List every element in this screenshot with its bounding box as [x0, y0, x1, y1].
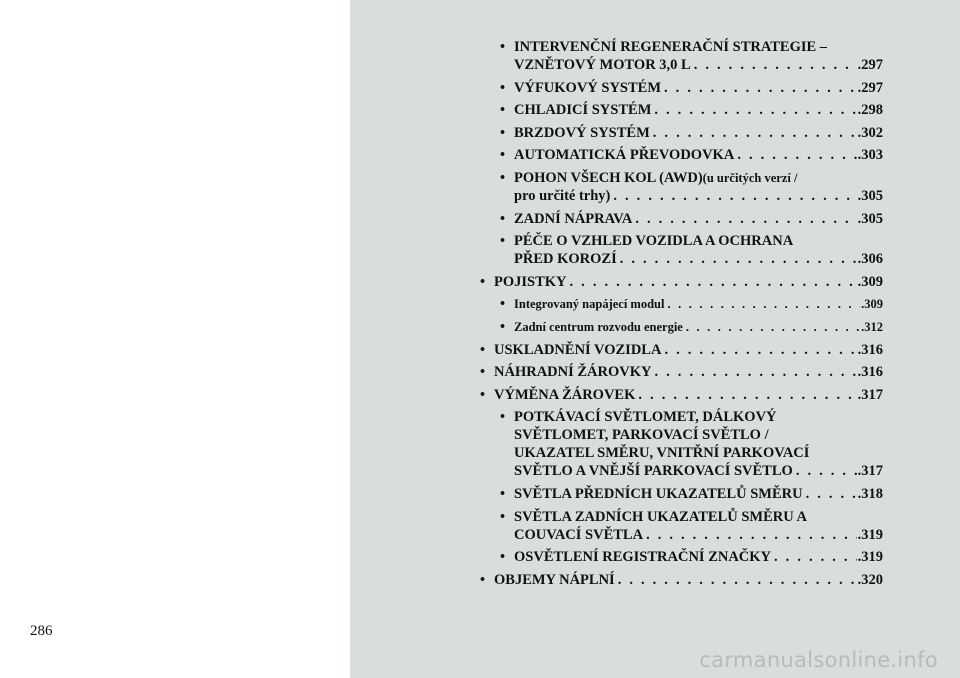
leader-dots	[632, 210, 856, 228]
toc-entry[interactable]	[480, 386, 883, 404]
page-number: 286	[30, 623, 53, 639]
bullet-icon: •	[500, 124, 506, 141]
toc-entry-title: AUTOMATICKÁ PŘEVODOVKA	[514, 147, 735, 164]
toc-page-number: .319	[857, 549, 883, 566]
toc-page-number: .305	[857, 187, 883, 204]
table-of-contents	[480, 38, 883, 593]
bullet-icon: •	[480, 386, 486, 403]
toc-entry[interactable]	[480, 210, 883, 228]
toc-entry-title: BRZDOVÝ SYSTÉM	[514, 124, 650, 141]
toc-page-number: .312	[861, 319, 883, 334]
leader-dots	[691, 56, 857, 74]
toc-entry-title: OBJEMY NÁPLNÍ	[494, 571, 615, 588]
toc-entry-title: POJISTKY	[494, 273, 567, 290]
leader-dots	[664, 295, 860, 313]
toc-entry-title: NÁHRADNÍ ŽÁROVKY	[494, 364, 652, 381]
leader-dots	[635, 386, 856, 404]
toc-entry[interactable]	[480, 508, 883, 544]
toc-entry-title: VÝFUKOVÝ SYSTÉM	[514, 79, 662, 96]
toc-entry-title: COUVACÍ SVĚTLA	[514, 526, 644, 543]
toc-entry-title: ZADNÍ NÁPRAVA	[514, 210, 633, 227]
bullet-icon: •	[500, 39, 506, 55]
toc-page-number: .309	[857, 273, 883, 290]
leader-dots	[651, 101, 856, 119]
toc-page-number: .303	[857, 147, 883, 164]
toc-entry-title: POHON VŠECH KOL (AWD)	[514, 169, 703, 186]
toc-page-number: .309	[861, 297, 883, 312]
toc-page-number: .320	[857, 571, 883, 588]
toc-page-number: .316	[857, 341, 883, 358]
toc-page-number: .319	[857, 526, 883, 543]
toc-entry-title: USKLADNĚNÍ VOZIDLA	[494, 341, 662, 358]
toc-entry-title: CHLADICÍ SYSTÉM	[514, 102, 652, 119]
toc-entry-title: Integrovaný napájecí modul	[514, 297, 665, 312]
toc-entry[interactable]	[480, 571, 883, 589]
toc-entry[interactable]	[480, 79, 883, 97]
leader-dots	[643, 526, 857, 544]
bullet-icon: •	[500, 485, 506, 502]
toc-entry[interactable]	[480, 363, 883, 381]
leader-dots	[650, 124, 857, 142]
toc-entry-title: POTKÁVACÍ SVĚTLOMET, DÁLKOVÝ	[514, 409, 777, 426]
toc-entry-title: SVĚTLO A VNĚJŠÍ PARKOVACÍ SVĚTLO	[514, 463, 793, 480]
toc-entry[interactable]	[480, 485, 883, 503]
toc-entry[interactable]	[480, 232, 883, 268]
bullet-icon: •	[500, 549, 506, 566]
toc-page-number: .297	[857, 79, 883, 96]
toc-entry[interactable]	[480, 124, 883, 142]
toc-entry-title: PŘED KOROZÍ	[514, 251, 617, 268]
leader-dots	[567, 273, 857, 291]
bullet-icon: •	[500, 102, 506, 119]
leader-dots	[803, 485, 857, 503]
leader-dots	[793, 462, 857, 480]
toc-entry[interactable]	[480, 101, 883, 119]
leader-dots	[661, 79, 857, 97]
toc-entry-title: OSVĚTLENÍ REGISTRAČNÍ ZNAČKY	[514, 549, 772, 566]
toc-entry-title: VZNĚTOVÝ MOTOR 3,0 L	[514, 57, 691, 73]
leader-dots	[734, 146, 856, 164]
right-page	[350, 0, 960, 678]
toc-entry[interactable]	[480, 146, 883, 164]
toc-entry-title: UKAZATEL SMĚRU, VNITŘNÍ PARKOVACÍ	[514, 445, 810, 462]
toc-entry[interactable]	[480, 169, 883, 205]
leader-dots	[610, 187, 856, 205]
leader-dots	[771, 548, 857, 566]
toc-entry-title: INTERVENČNÍ REGENERAČNÍ STRATEGIE –	[514, 39, 828, 55]
toc-entry[interactable]	[480, 318, 883, 336]
bullet-icon: •	[500, 169, 506, 186]
bullet-icon: •	[500, 147, 506, 164]
toc-page-number: .317	[857, 463, 883, 480]
bullet-icon: •	[500, 318, 506, 335]
toc-page-number: .298	[857, 102, 883, 119]
bullet-icon: •	[480, 364, 486, 381]
toc-page-number: .318	[857, 485, 883, 502]
leader-dots	[683, 318, 860, 336]
bullet-icon: •	[480, 571, 486, 588]
bullet-icon: •	[500, 210, 506, 227]
toc-page-number: .297	[857, 57, 883, 73]
bullet-icon: •	[500, 296, 506, 313]
toc-entry[interactable]	[480, 38, 883, 74]
toc-entry[interactable]	[480, 295, 883, 313]
leader-dots	[661, 341, 856, 359]
toc-entry[interactable]	[480, 273, 883, 291]
toc-entry-title: SVĚTLA PŘEDNÍCH UKAZATELŮ SMĚRU	[514, 485, 803, 502]
bullet-icon: •	[480, 341, 486, 358]
bullet-icon: •	[480, 273, 486, 290]
toc-page-number: .302	[857, 124, 883, 141]
toc-entry-title: VÝMĚNA ŽÁROVEK	[494, 386, 636, 403]
watermark: carmanualsonline.info	[699, 648, 938, 672]
toc-entry-title: SVĚTLOMET, PARKOVACÍ SVĚTLO /	[514, 427, 769, 444]
bullet-icon: •	[500, 79, 506, 96]
toc-entry-title: pro určité trhy)	[514, 187, 611, 204]
leader-dots	[652, 363, 857, 381]
toc-entry-note: (u určitých verzí /	[702, 170, 798, 185]
toc-entry-title: Zadní centrum rozvodu energie	[514, 319, 683, 334]
left-page	[0, 0, 350, 678]
leader-dots	[615, 571, 857, 589]
toc-entry-title: SVĚTLA ZADNÍCH UKAZATELŮ SMĚRU A	[514, 508, 808, 525]
toc-entry-title: PÉČE O VZHLED VOZIDLA A OCHRANA	[514, 233, 794, 250]
leader-dots	[617, 250, 857, 268]
toc-page-number: .317	[857, 386, 883, 403]
bullet-icon: •	[500, 233, 506, 250]
toc-entry[interactable]	[480, 408, 883, 480]
toc-page-number: .306	[857, 251, 883, 268]
toc-page-number: .305	[857, 210, 883, 227]
toc-entry[interactable]	[480, 341, 883, 359]
bullet-icon: •	[500, 409, 506, 426]
bullet-icon: •	[500, 508, 506, 525]
toc-entry[interactable]	[480, 548, 883, 566]
toc-page-number: .316	[857, 364, 883, 381]
